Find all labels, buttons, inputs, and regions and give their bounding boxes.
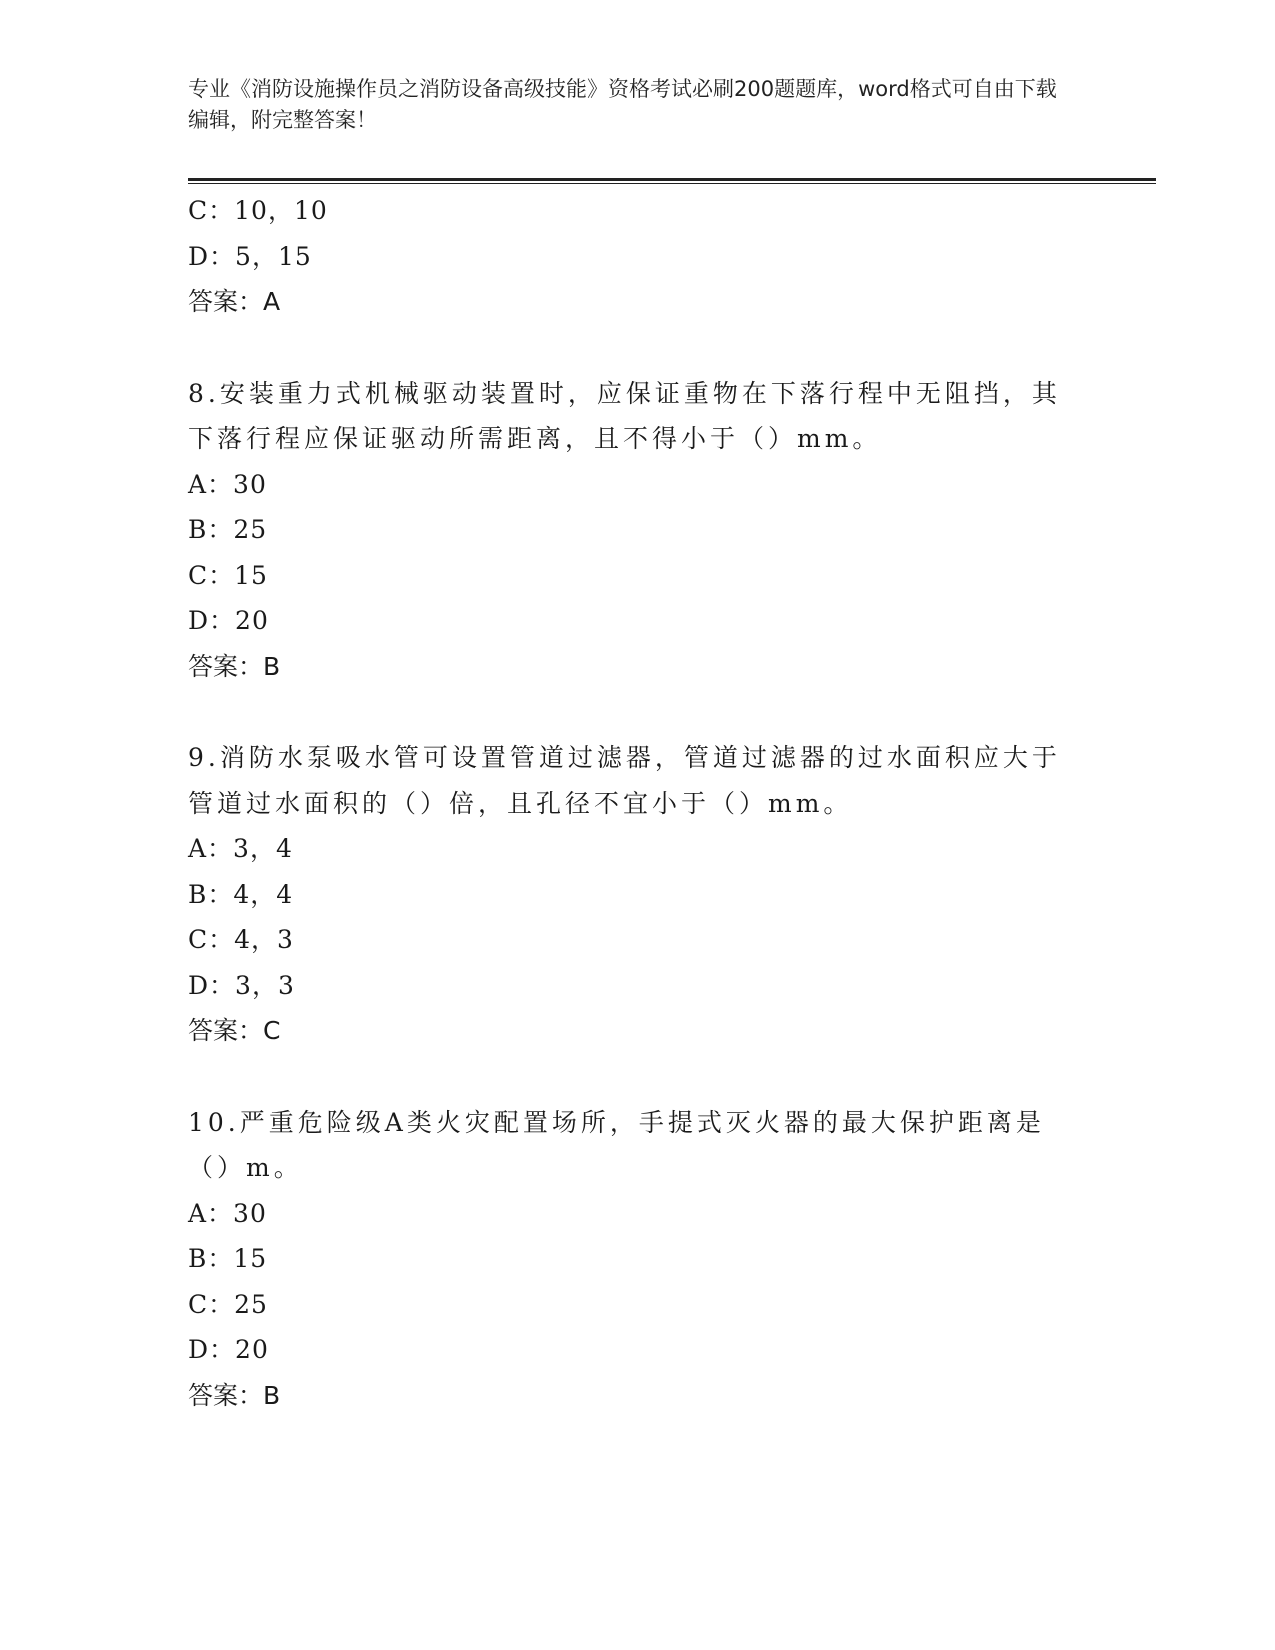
question-text: 8.安装重力式机械驱动装置时，应保证重物在下落行程中无阻挡，其下落行程应保证驱动所需距离，且不得小于（）mm。 <box>188 378 1061 453</box>
option-c: C：15 <box>188 560 268 590</box>
option-a: A：30 <box>188 469 267 499</box>
option-c: C：4，3 <box>188 925 294 954</box>
header-divider-thin <box>188 183 1156 184</box>
question-8 <box>188 371 1088 690</box>
answer-line: 答案：A <box>188 287 281 316</box>
option-d: D：20 <box>188 1335 269 1364</box>
answer-line: 答案：C <box>188 1016 281 1045</box>
option-c: C：10，10 <box>188 196 328 225</box>
option-d: D：20 <box>188 606 269 635</box>
option-a: A：30 <box>188 1198 267 1228</box>
answer-line: 答案：B <box>188 1380 281 1410</box>
question-10 <box>188 1100 1088 1419</box>
question-9 <box>188 735 1088 1054</box>
option-b: B：15 <box>188 1244 268 1273</box>
option-a: A：3，4 <box>188 834 293 863</box>
question-text: 9.消防水泵吸水管可设置管道过滤器，管道过滤器的过水面积应大于管道过水面积的（）倍，且孔径不宜小于（）mm。 <box>188 743 1061 818</box>
question-text: 10.严重危险级A类火灾配置场所，手提式灭火器的最大保护距离是（）m。 <box>188 1107 1045 1182</box>
previous-question-tail <box>188 188 1088 325</box>
option-d: D：5，15 <box>188 241 312 271</box>
header-divider-thick <box>188 178 1156 181</box>
option-d: D：3，3 <box>188 970 295 1000</box>
answer-line: 答案：B <box>188 651 281 681</box>
option-b: B：4，4 <box>188 879 294 909</box>
document-header: 专业《消防设施操作员之消防设备高级技能》资格考试必刷200题题库，word格式可自由下载编辑，附完整答案！ <box>188 77 1057 132</box>
question-list <box>188 188 1088 1418</box>
option-b: B：25 <box>188 515 268 544</box>
option-c: C：25 <box>188 1289 268 1319</box>
